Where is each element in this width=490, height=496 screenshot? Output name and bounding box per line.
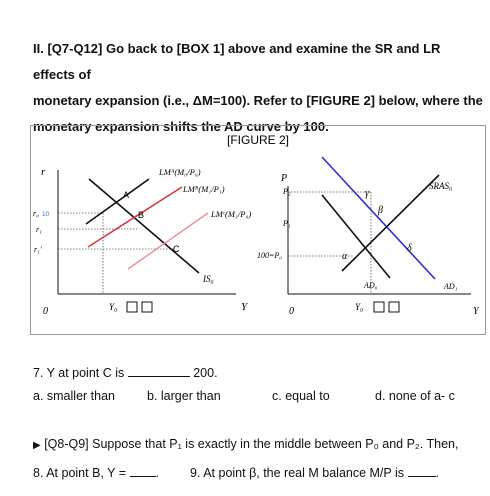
q7-choice-a[interactable]: a. smaller than	[33, 389, 115, 403]
ad0-label: AD₀	[364, 281, 378, 290]
r1-prime-label: r₁'	[34, 245, 42, 254]
heading-line-1: II. [Q7-Q12] Go back to [BOX 1] above and examine the SR and LR effects of	[33, 41, 441, 82]
left-x-axis-label: Y	[241, 301, 248, 313]
q7-choice-b[interactable]: b. larger than	[147, 389, 221, 403]
left-y-axis-label: r	[41, 166, 46, 178]
left-y0-label: Y₀	[109, 302, 118, 312]
q7-choice-d[interactable]: d. none of a- c	[375, 389, 455, 403]
question-8	[33, 464, 159, 480]
point-a-label: A	[123, 190, 130, 200]
lm-c-label: LMᶜ(M₁/P₀)	[211, 209, 252, 219]
heading-line-3: monetary expansion shifts the AD curve by 100.	[33, 119, 329, 134]
heading-line-2: monetary expansion (i.e., ΔM=100). Refer to [FIGURE 2] below, where the	[33, 93, 483, 108]
q8-q9-intro	[33, 437, 458, 451]
q8-blank[interactable]	[130, 464, 156, 477]
point-beta-label: β	[378, 205, 383, 216]
right-y-axis-label: P	[281, 173, 288, 184]
q7-value: 200.	[193, 366, 218, 380]
q9-end: .	[435, 466, 439, 480]
bullet-arrow-icon: ▶	[33, 440, 41, 451]
r0-label: r₀	[33, 209, 39, 218]
q7-blank[interactable]	[128, 364, 190, 377]
right-x-axis-label: Y	[473, 306, 479, 317]
point-c-label: C	[173, 244, 180, 254]
point-gamma-label: γ	[365, 188, 369, 199]
point-alpha-label: α	[342, 251, 348, 262]
question-7	[33, 364, 218, 380]
figure-2-box	[30, 125, 486, 335]
right-origin-label: 0	[289, 306, 294, 317]
is-label: IS₀	[203, 274, 214, 284]
q9-prompt: 9. At point β, the real M balance M/P is	[190, 466, 405, 480]
q8-prompt: 8. At point B, Y =	[33, 466, 127, 480]
point-delta-label: δ	[407, 243, 412, 254]
p0-label: 100=P₀	[257, 251, 283, 260]
figure-title: [FIGURE 2]	[226, 133, 290, 147]
lm-c-curve	[128, 213, 208, 269]
lm-a-label: LMᴬ(M₀/P₀)	[159, 167, 201, 177]
right-answer-box-1[interactable]	[374, 302, 384, 312]
q7-prompt: 7. Y at point C is	[33, 366, 125, 380]
right-answer-box-2[interactable]	[389, 302, 399, 312]
p1-label: P₁	[283, 219, 291, 228]
question-9	[190, 464, 439, 480]
left-answer-box-2[interactable]	[142, 302, 152, 312]
q9-blank[interactable]	[408, 464, 436, 477]
left-answer-box-1[interactable]	[127, 302, 137, 312]
r1-label: r₁	[36, 225, 42, 234]
sras-label: SRAS₀	[429, 181, 453, 191]
ad1-label: AD₁	[444, 282, 458, 291]
p2-label: P₂	[283, 187, 291, 196]
q8-end: .	[155, 466, 159, 480]
sras-curve	[342, 175, 439, 271]
handwritten-mark: 10	[42, 211, 50, 218]
ad1-curve	[322, 157, 435, 279]
q7-choice-c[interactable]: c. equal to	[272, 389, 330, 403]
lm-b-label: LMᴮ(M₁/P₁)	[183, 184, 225, 194]
figure-2-svg	[31, 126, 485, 334]
left-origin-label: 0	[43, 306, 48, 317]
right-y0-label: Y₀	[355, 302, 364, 312]
point-b-label: B	[138, 210, 145, 220]
lm-b-curve	[88, 187, 182, 247]
q8-q9-intro-text: [Q8-Q9] Suppose that P₁ is exactly in the middle between P₀ and P₂. Then,	[44, 437, 459, 451]
